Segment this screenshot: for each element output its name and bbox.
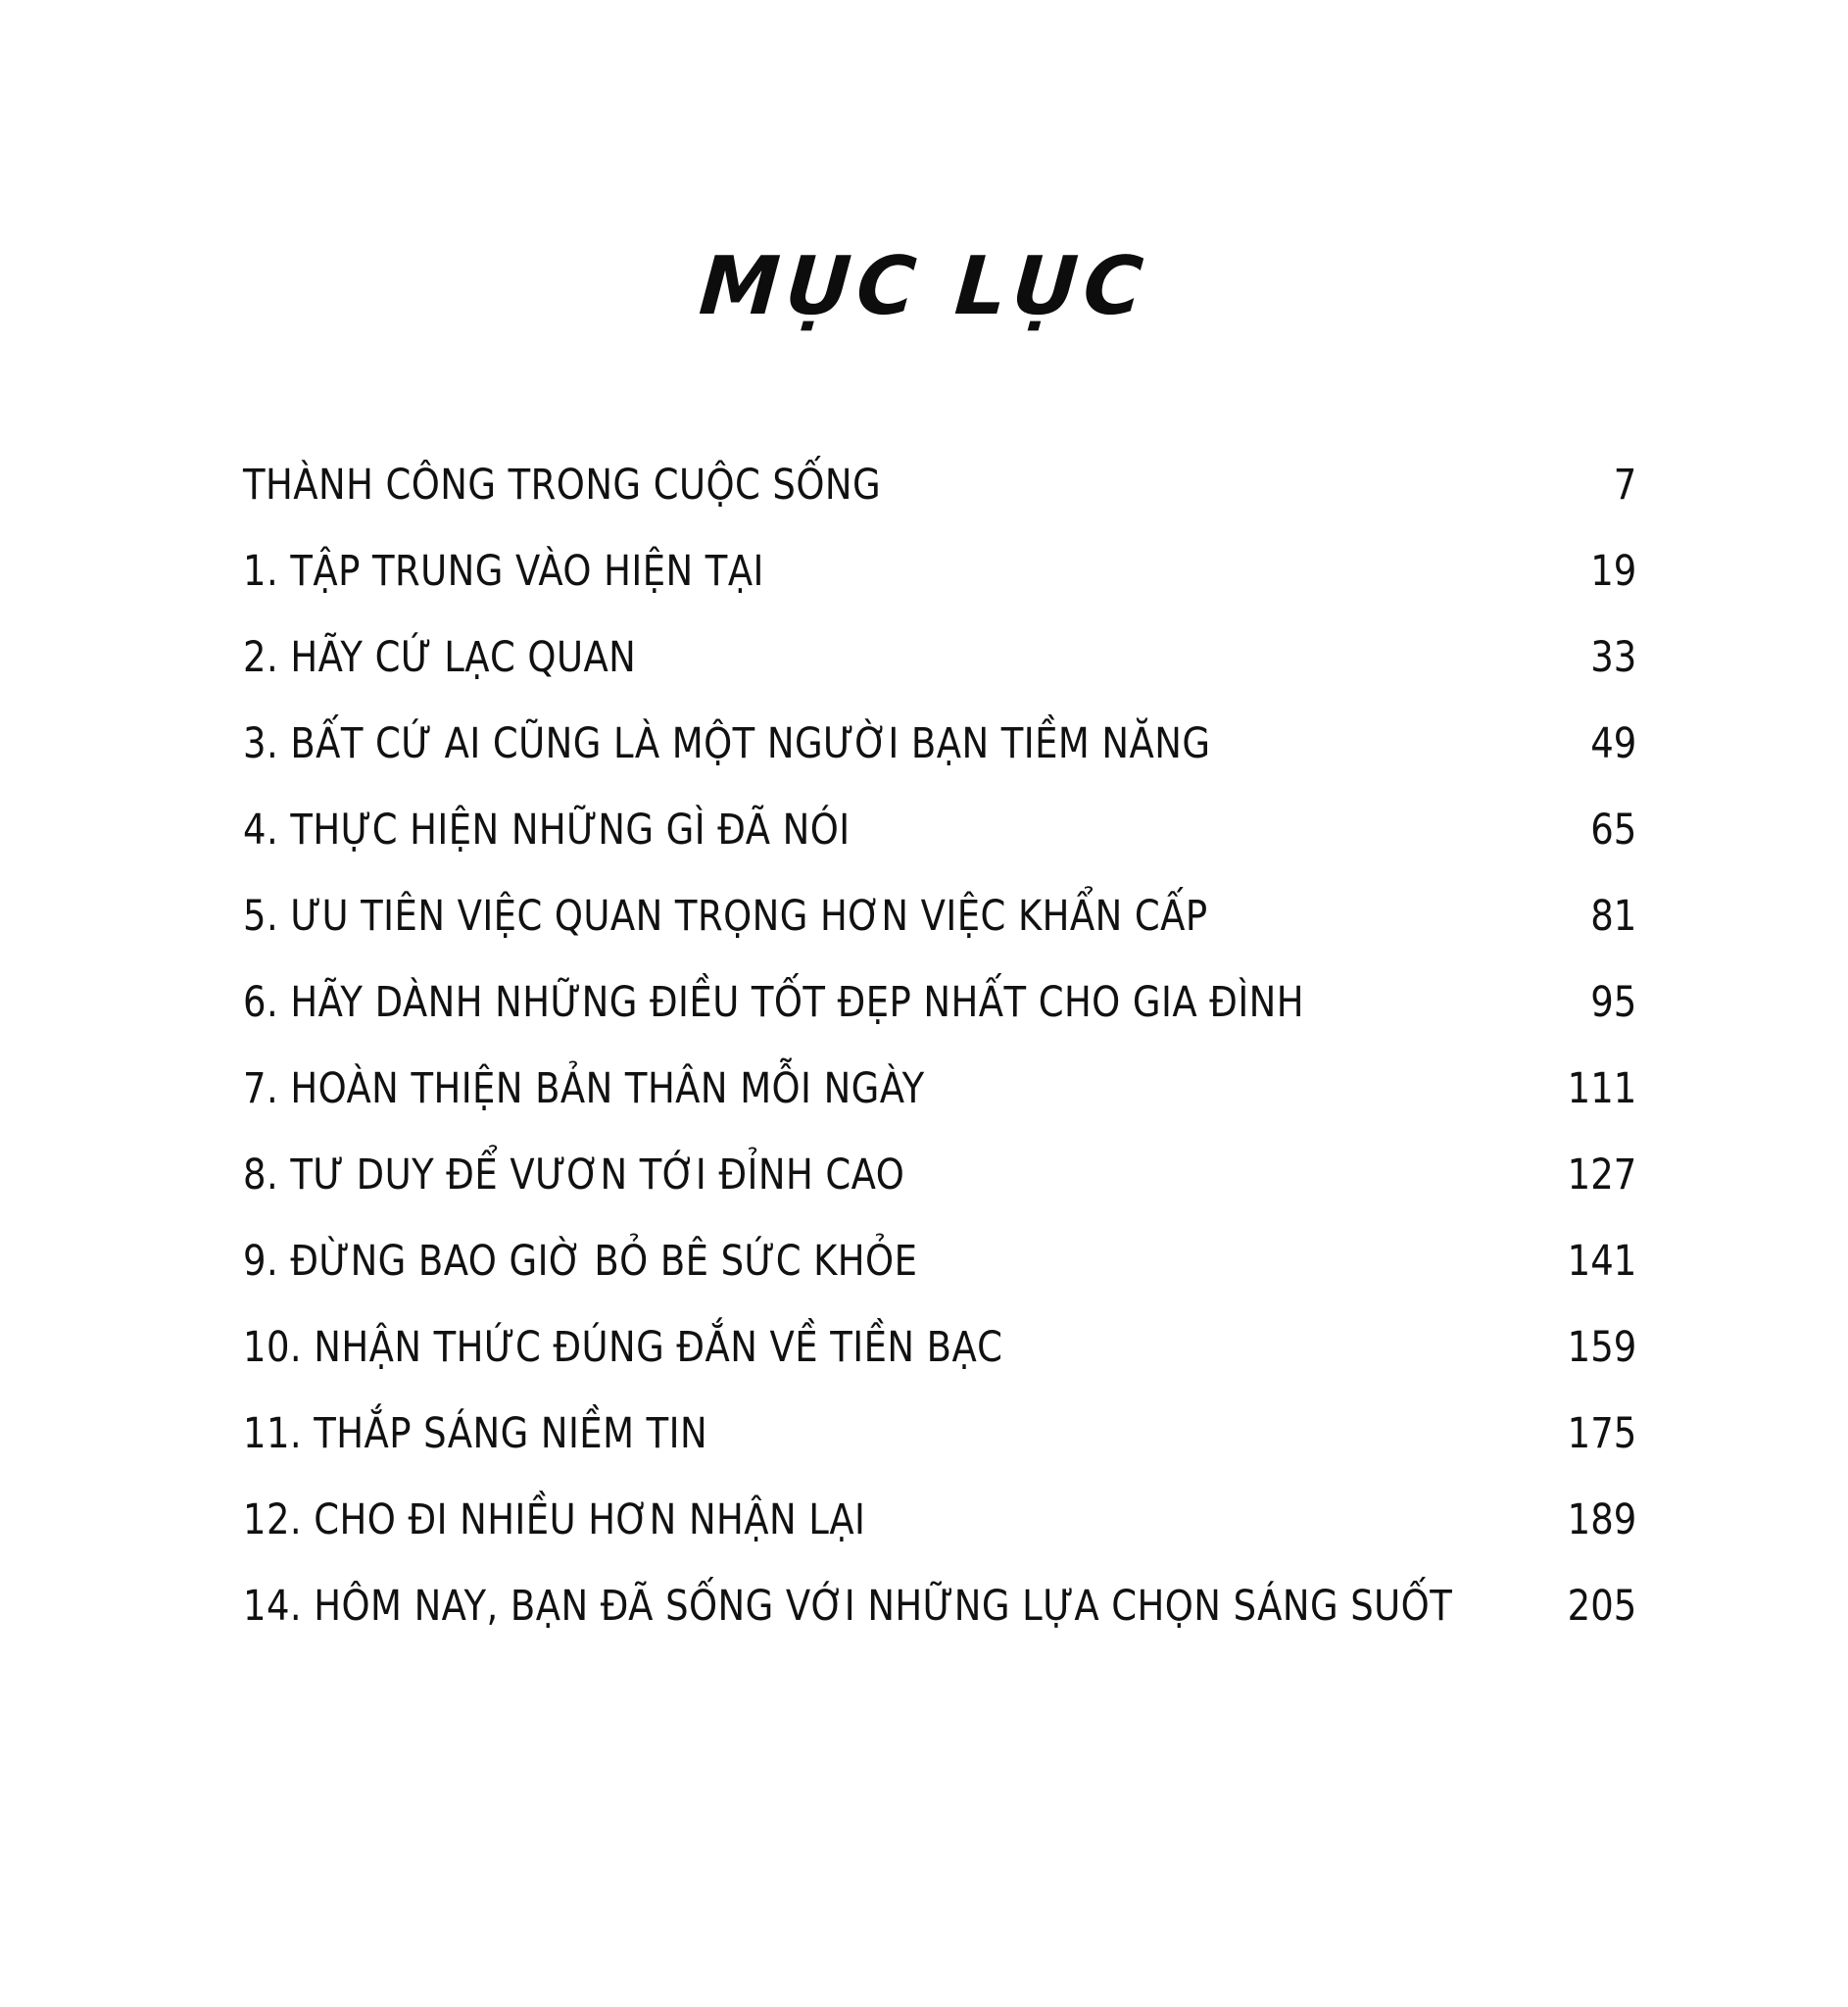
toc-entry-title: 10. NHẬN THỨC ĐÚNG ĐẮN VỀ TIỀN BẠC xyxy=(243,1323,1003,1372)
toc-entry-page: 65 xyxy=(1590,806,1637,855)
toc-entry-title: 12. CHO ĐI NHIỀU HƠN NHẬN LẠI xyxy=(243,1495,866,1544)
toc-entry-title: 11. THẮP SÁNG NIỀM TIN xyxy=(243,1409,708,1458)
toc-entry-title: 7. HOÀN THIỆN BẢN THÂN MỖI NGÀY xyxy=(243,1064,925,1113)
toc-entry-title: 14. HÔM NAY, BẠN ĐÃ SỐNG VỚI NHỮNG LỰA CHỌN SÁNG SUỐT xyxy=(243,1582,1453,1631)
toc-entry-title: 4. THỰC HIỆN NHỮNG GÌ ĐÃ NÓI xyxy=(243,806,851,855)
toc-entry-page: 205 xyxy=(1567,1582,1637,1631)
toc-entry-title: 2. HÃY CỨ LẠC QUAN xyxy=(243,633,637,682)
toc-entry-title: 1. TẬP TRUNG VÀO HIỆN TẠI xyxy=(243,547,764,596)
toc-entry[interactable] xyxy=(243,423,1636,510)
toc-entry-page: 49 xyxy=(1590,719,1637,768)
toc-entry[interactable] xyxy=(243,682,1636,768)
toc-entry[interactable] xyxy=(243,1544,1636,1631)
toc-entry-page: 81 xyxy=(1590,892,1637,941)
toc-entry[interactable] xyxy=(243,1286,1636,1372)
toc-entry-title: 5. ƯU TIÊN VIỆC QUAN TRỌNG HƠN VIỆC KHẨN CẤP xyxy=(243,892,1208,941)
toc-entry-title: 8. TƯ DUY ĐỂ VƯƠN TỚI ĐỈNH CAO xyxy=(243,1150,905,1199)
toc-entry[interactable] xyxy=(243,1113,1636,1199)
toc-entry[interactable] xyxy=(243,1199,1636,1286)
toc-entry[interactable] xyxy=(243,941,1636,1027)
toc-entry[interactable] xyxy=(243,1458,1636,1544)
toc-entry-page: 175 xyxy=(1567,1409,1637,1458)
toc-entry[interactable] xyxy=(243,510,1636,596)
toc-entry[interactable] xyxy=(243,768,1636,855)
toc-entry-page: 19 xyxy=(1590,547,1637,596)
toc-entry-title: 9. ĐỪNG BAO GIỜ BỎ BÊ SỨC KHỎE xyxy=(243,1237,918,1286)
toc-entry[interactable] xyxy=(243,596,1636,682)
toc-entry-page: 111 xyxy=(1567,1064,1637,1113)
toc-entry-title: THÀNH CÔNG TRONG CUỘC SỐNG xyxy=(243,461,882,510)
toc-entry-page: 141 xyxy=(1567,1237,1637,1286)
table-of-contents xyxy=(243,423,1636,1631)
toc-entry-page: 33 xyxy=(1590,633,1637,682)
page-title: MỤC LỤC xyxy=(696,240,1152,333)
toc-entry[interactable] xyxy=(243,855,1636,941)
toc-entry-title: 3. BẤT CỨ AI CŨNG LÀ MỘT NGƯỜI BẠN TIỀM NĂNG xyxy=(243,719,1211,768)
toc-entry-title: 6. HÃY DÀNH NHỮNG ĐIỀU TỐT ĐẸP NHẤT CHO GIA ĐÌNH xyxy=(243,978,1304,1027)
toc-entry[interactable] xyxy=(243,1372,1636,1458)
toc-entry-page: 95 xyxy=(1590,978,1637,1027)
toc-entry-page: 159 xyxy=(1567,1323,1637,1372)
toc-entry-page: 7 xyxy=(1613,461,1637,510)
toc-entry[interactable] xyxy=(243,1027,1636,1113)
toc-entry-page: 127 xyxy=(1567,1150,1637,1199)
toc-entry-page: 189 xyxy=(1567,1495,1637,1544)
